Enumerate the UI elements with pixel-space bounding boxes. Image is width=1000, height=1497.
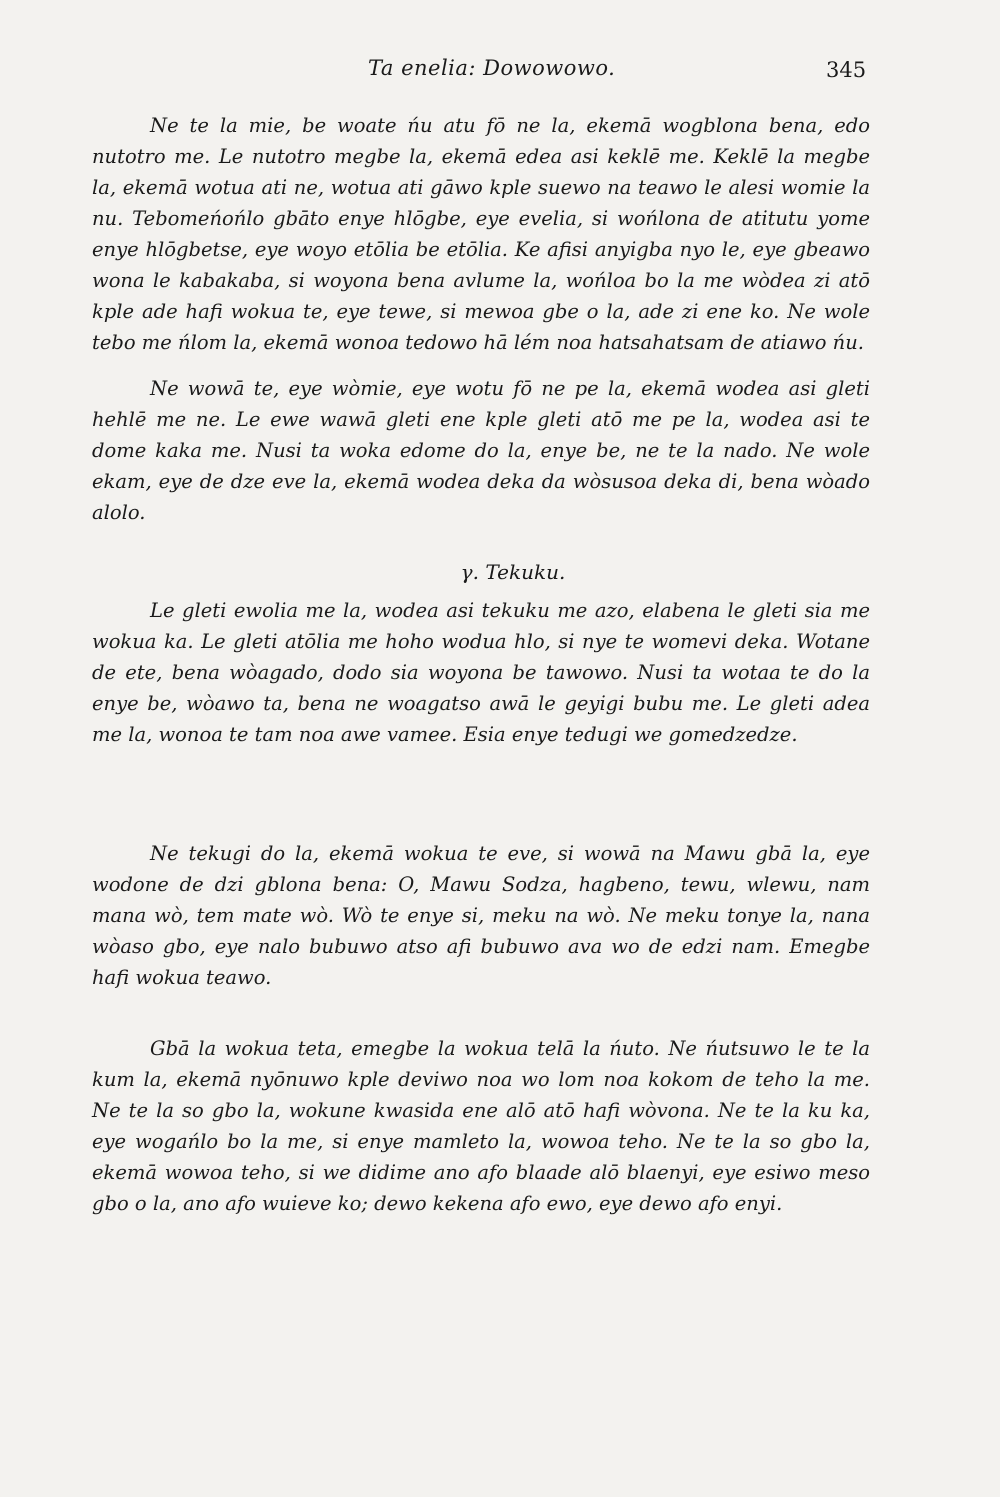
paragraph-text: Ne tekugi do la, ekemā wokua te eve, si wowā na Mawu gbā la, eye wodone de dzi gblona bena: O, Mawu Sodza, hagbeno, tewu, wlewu, nam mana wò, tem mate wò. Wò te enye si, meku na wò. Ne meku tonye la, nana wòaso gbo, eye nalo bubuwo atso afi bubuwo ava wo de edzi nam. Emegbe hafi wokua teawo. — [92, 842, 870, 989]
running-head — [0, 56, 1000, 92]
paragraph — [92, 373, 870, 528]
running-title: Ta enelia: Dowowowo. — [368, 56, 616, 80]
section-heading: γ. Tekuku. — [460, 560, 566, 584]
paragraph-text: Ne te la mie, be woate ńu atu fō ne la, ekemā wogblona bena, edo nutotro me. Le nutotro megbe la, ekemā edea asi keklē me. Keklē la megbe la, ekemā wotua ati ne, wotua ati gāwo kple suewo na teawo le alesi womie la nu. Tebomeńońlo gbāto enye hlōgbe, eye evelia, si wońlona de atitutu yome enye hlōgbetse, eye woyo etōlia be etōlia. Ke afisi anyigba nyo le, eye gbeawo wona le kabakaba, si woyona bena avlume la, wońloa bo la me wòdea zi atō kple ade hafi wokua te, eye tewe, si mewoa gbe o la, ade zi ene ko. Ne wole tebo me ńlom la, ekemā wonoa tedowo hā lém noa hatsahatsam de atiawo ńu. — [92, 114, 870, 354]
paragraph-text: Gbā la wokua teta, emegbe la wokua telā la ńuto. Ne ńutsuwo le te la kum la, ekemā nyōnuwo kple deviwo noa wo lom noa kokom de teho la me. Ne te la so gbo la, wokune kwasida ene alō atō hafi wòvona. Ne te la ku ka, eye wogańlo bo la me, si enye mamleto la, wowoa teho. Ne te la so gbo la, ekemā wowoa teho, si we didime ano afo blaade alō blaenyi, eye esiwo meso gbo o la, ano afo wuieve ko; dewo kekena afo ewo, eye dewo afo enyi. — [92, 1037, 870, 1215]
paragraph-text: Ne wowā te, eye wòmie, eye wotu fō ne pe la, ekemā wodea asi gleti hehlē me ne. Le ewe wawā gleti ene kple gleti atō me pe la, wodea asi te dome kaka me. Nusi ta woka edome do la, enye be, ne te la nado. Ne wole ekam, eye de dze eve la, ekemā wodea deka da wòsusoa deka di, bena wòado alolo. — [92, 377, 870, 524]
paragraph-text: Le gleti ewolia me la, wodea asi tekuku me azo, elabena le gleti sia me wokua ka. Le gleti atōlia me hoho wodua hlo, si nye te womevi deka. Wotane de ete, bena wòagado, dodo sia woyona be tawowo. Nusi ta wotaa te do la enye be, wòawo ta, bena ne woagatso awā le geyigi bubu me. Le gleti adea me la, wonoa te tam noa awe vamee. Esia enye tedugi we gomedzedze. — [92, 599, 870, 746]
paragraph — [92, 595, 870, 750]
page-number: 345 — [826, 58, 867, 82]
paragraph — [92, 838, 870, 993]
paragraph — [92, 110, 870, 358]
paragraph — [92, 1033, 870, 1219]
